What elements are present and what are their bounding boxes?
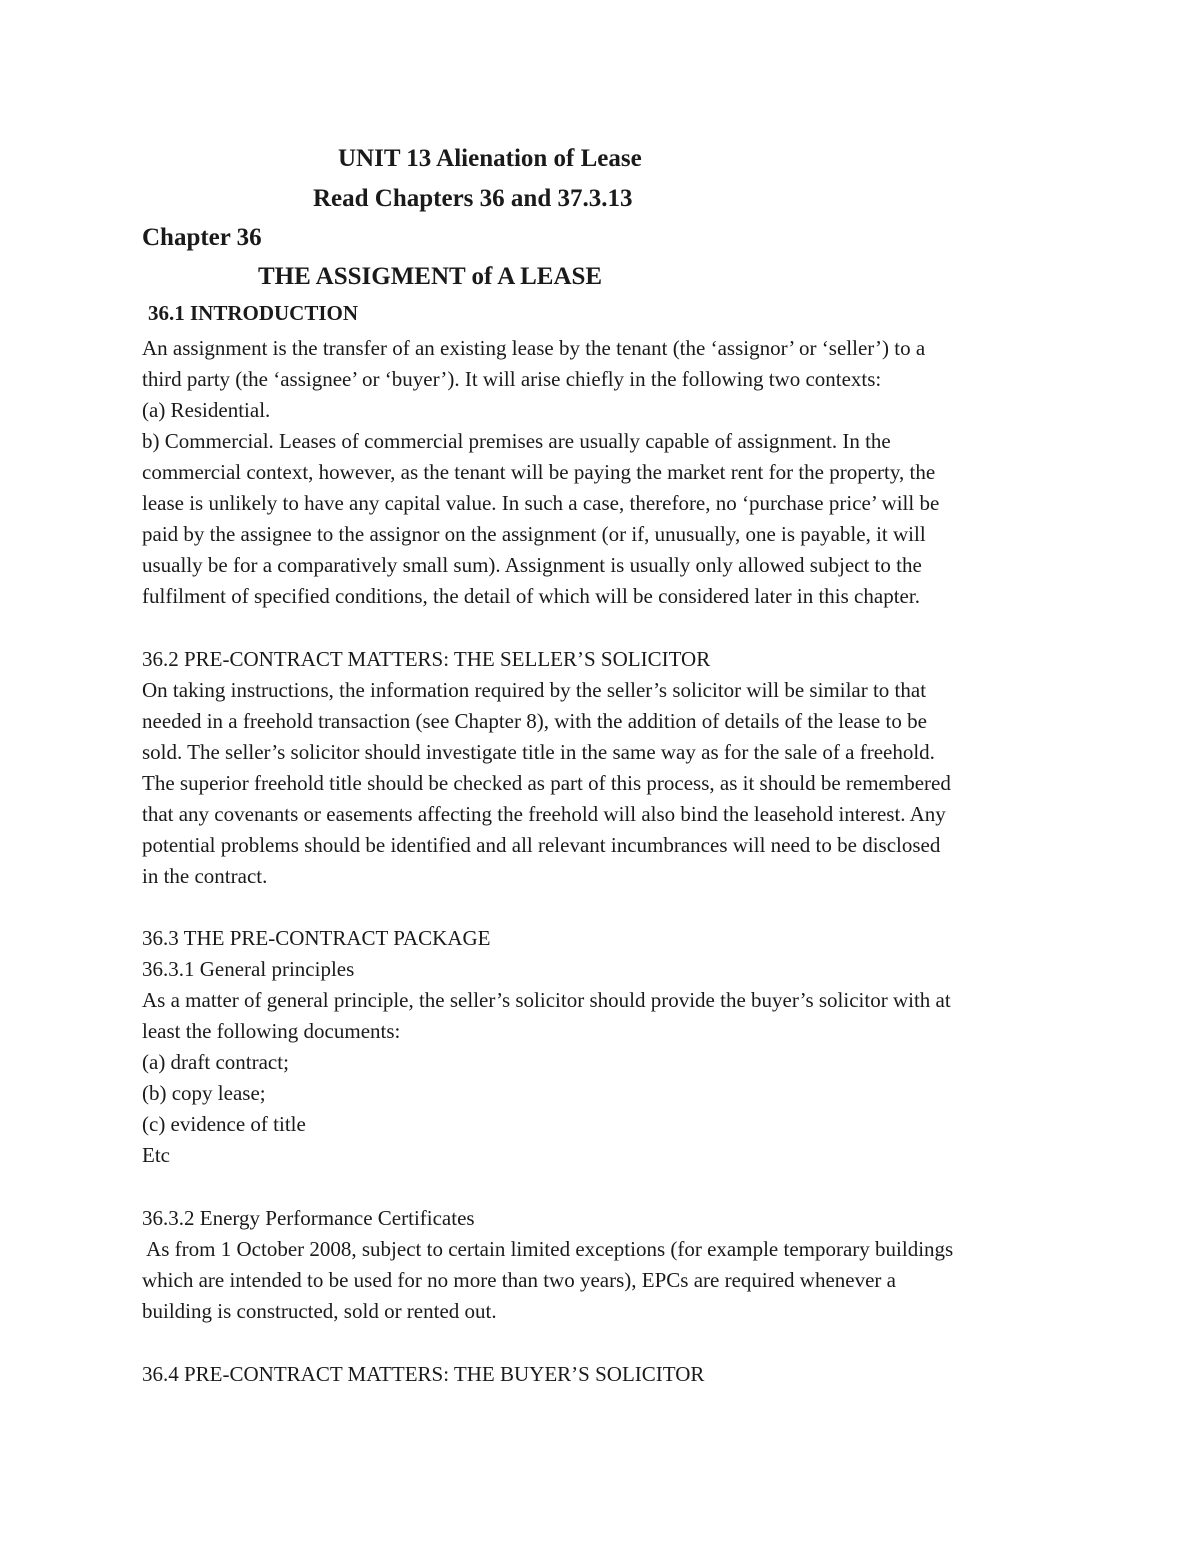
chapter-label: Chapter 36 [142, 224, 262, 251]
paragraph-line: An assignment is the transfer of an existing lease by the tenant (the ‘assignor’ or ‘seller’) to a [142, 336, 926, 360]
list-item: b) Commercial. Leases of commercial premises are usually capable of assignment. In the [142, 429, 891, 453]
paragraph-line: commercial context, however, as the tenant will be paying the market rent for the property, the [142, 460, 936, 484]
section-heading-package: 36.3 THE PRE-CONTRACT PACKAGE [142, 926, 491, 950]
list-item: (b) copy lease; [142, 1081, 266, 1105]
section-heading-intro: 36.1 INTRODUCTION [148, 301, 359, 325]
paragraph-line: fulfilment of specified conditions, the detail of which will be considered later in this chapter. [142, 584, 920, 608]
paragraph-line: As a matter of general principle, the seller’s solicitor should provide the buyer’s solicitor with at [142, 988, 951, 1012]
paragraph-line: in the contract. [142, 864, 268, 888]
paragraph-line: potential problems should be identified and all relevant incumbrances will need to be disclosed [142, 833, 941, 857]
paragraph-line: least the following documents: [142, 1019, 401, 1043]
list-item: (a) draft contract; [142, 1050, 289, 1074]
reading-instruction: Read Chapters 36 and 37.3.13 [313, 185, 633, 212]
list-item: (c) evidence of title [142, 1112, 306, 1136]
paragraph-line: paid by the assignee to the assignor on the assignment (or if, unusually, one is payable, it will [142, 522, 926, 546]
list-item: (a) Residential. [142, 398, 271, 422]
paragraph-line: sold. The seller’s solicitor should investigate title in the same way as for the sale of a freehold. [142, 740, 935, 764]
list-item: Etc [142, 1143, 170, 1167]
paragraph-line: third party (the ‘assignee’ or ‘buyer’). It will arise chiefly in the following two contexts: [142, 367, 882, 391]
paragraph-line: which are intended to be used for no more than two years), EPCs are required whenever a [142, 1268, 896, 1292]
paragraph-line: lease is unlikely to have any capital value. In such a case, therefore, no ‘purchase price’ will be [142, 491, 940, 515]
section-heading-seller: 36.2 PRE-CONTRACT MATTERS: THE SELLER’S SOLICITOR [142, 647, 711, 671]
unit-title: UNIT 13 Alienation of Lease [338, 145, 642, 172]
section-heading-buyer: 36.4 PRE-CONTRACT MATTERS: THE BUYER’S SOLICITOR [142, 1362, 705, 1386]
paragraph-line: usually be for a comparatively small sum). Assignment is usually only allowed subject to the [142, 553, 922, 577]
paragraph-line: As from 1 October 2008, subject to certain limited exceptions (for example temporary buildings [142, 1237, 954, 1261]
paragraph-line: On taking instructions, the information required by the seller’s solicitor will be similar to that [142, 678, 927, 702]
paragraph-line: that any covenants or easements affecting the freehold will also bind the leasehold interest. Any [142, 802, 946, 826]
chapter-title: THE ASSIGMENT of A LEASE [258, 263, 603, 290]
subsection-heading-epc: 36.3.2 Energy Performance Certificates [142, 1206, 475, 1230]
paragraph-line: needed in a freehold transaction (see Chapter 8), with the addition of details of the lease to be [142, 709, 927, 733]
paragraph-line: building is constructed, sold or rented out. [142, 1299, 497, 1323]
subsection-heading-general: 36.3.1 General principles [142, 957, 355, 981]
paragraph-line: The superior freehold title should be checked as part of this process, as it should be remembered [142, 771, 951, 795]
